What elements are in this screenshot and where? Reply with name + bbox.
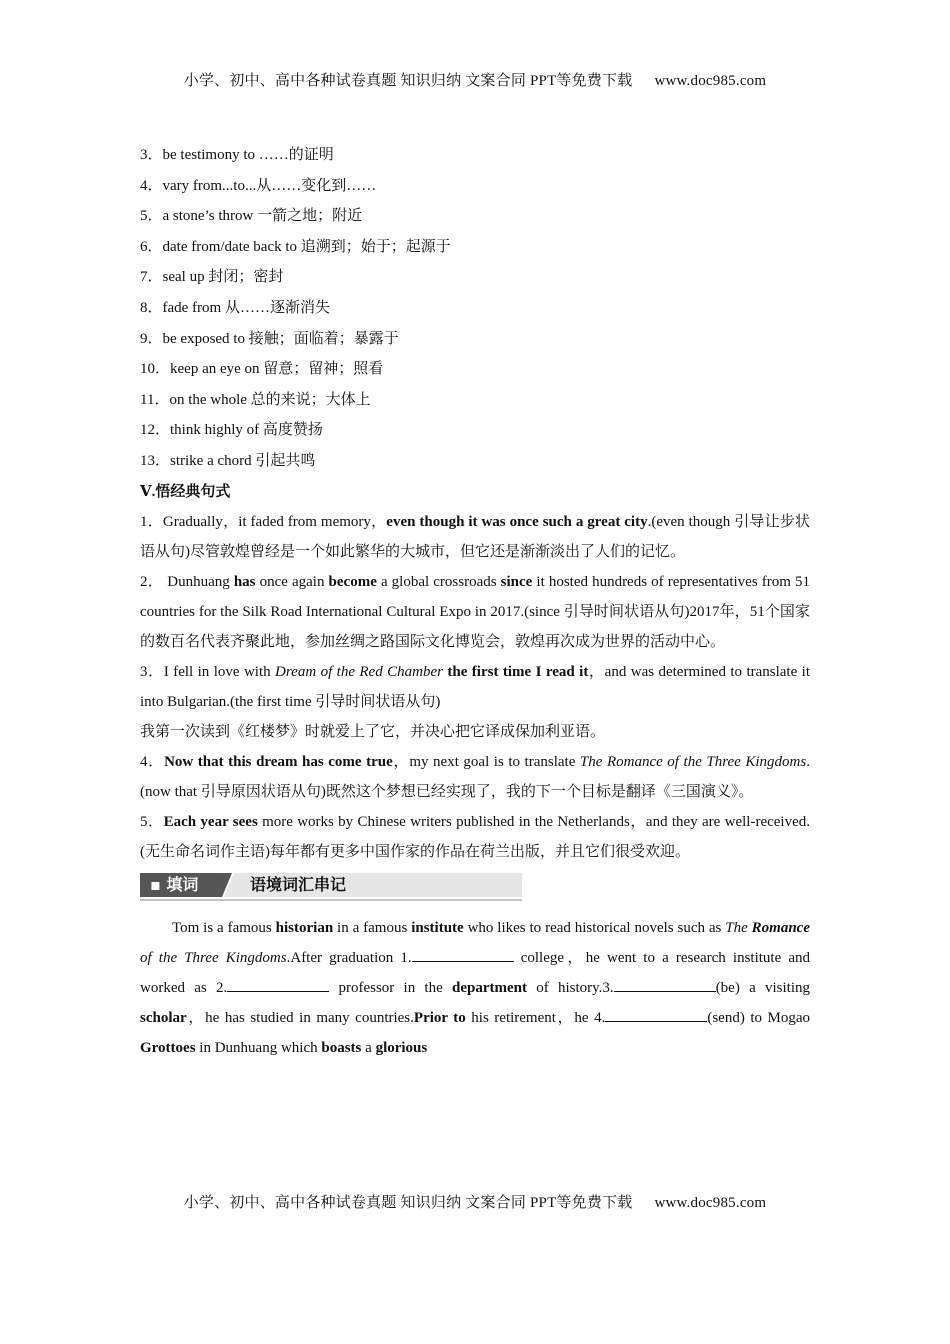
vocab-word: Grottoes xyxy=(140,1039,196,1056)
vocab-word: historian xyxy=(275,919,334,936)
phrase-item: 6．date from/date back to 追溯到；始于；起源于 xyxy=(140,238,451,255)
story-text: ，he has studied in many countries. xyxy=(186,1009,414,1026)
answer-blank-3[interactable] xyxy=(614,977,716,992)
answer-blank-2[interactable] xyxy=(227,977,329,992)
phrase-item: 3．be testimony to ……的证明 xyxy=(140,147,334,163)
book-title: of the Three Kingdoms xyxy=(140,949,287,966)
phrase-item: 5．a stone’s throw 一箭之地；附近 xyxy=(140,208,363,225)
vocab-word: department xyxy=(452,979,527,996)
sentence-text: a global crossroads xyxy=(376,573,501,590)
footer-text: 小学、初中、高中各种试卷真题 知识归纳 文案合同 PPT等免费下载 xyxy=(183,1195,633,1211)
sentence-text: more works by Chinese writers published in the Netherlands，and they are well-received.(无生命名词作主语)每年都有更多中国作家的作品在荷兰出版，并且它们很受欢迎。 xyxy=(140,813,810,860)
phrase-item: 9．be exposed to 接触；面临着；暴露于 xyxy=(140,330,399,347)
answer-blank-1[interactable] xyxy=(412,947,514,962)
phrase-item: 7．seal up 封闭；密封 xyxy=(140,269,284,286)
sentence-key: Each year sees xyxy=(163,813,258,830)
phrase-item: 13．strike a chord 引起共鸣 xyxy=(140,452,316,469)
story-text: his retirement，he 4. xyxy=(465,1009,606,1026)
sentence-4 xyxy=(140,747,810,807)
sentence-text: it hosted hundreds of representatives from 51 countries for the Silk Road International Cultural Expo in 2017.(since 引导时间状语从句)2017年，51个国家的数百名代表齐聚此地，参加丝绸之路国际文化博览会，敦煌再次成为世界的活动中心。 xyxy=(140,573,810,650)
page-footer xyxy=(0,1191,950,1212)
document-body xyxy=(140,140,810,1063)
sentence-key: Now that this dream has come true xyxy=(164,753,393,770)
story-paragraph xyxy=(140,913,810,1063)
page-header xyxy=(0,69,950,90)
book-title: Dream of the Red Chamber xyxy=(275,663,443,680)
sentence-3 xyxy=(140,657,810,747)
phrase-item: 8．fade from 从……逐渐消失 xyxy=(140,299,330,316)
sentence-text: 3．I fell in love with xyxy=(140,663,276,680)
sentence-text: .(even though 引导让步状语从句)尽管敦煌曾经是一个如此繁华的大城市，但它还是渐渐淡出了人们的记忆。 xyxy=(140,513,810,560)
sentence-text: once again xyxy=(255,573,329,590)
phrase-item: 4．vary from...to...从……变化到…… xyxy=(140,177,377,194)
header-text: 小学、初中、高中各种试卷真题 知识归纳 文案合同 PPT等免费下载 xyxy=(183,73,633,89)
sentence-5 xyxy=(140,807,810,867)
book-title: The xyxy=(725,919,752,936)
answer-blank-4[interactable] xyxy=(605,1007,707,1022)
sentence-key: even though it was once such a great city xyxy=(386,513,648,530)
story-text: of history.3. xyxy=(527,979,614,996)
sentence-text: 5． xyxy=(140,813,164,830)
story-text: (send) to Mogao xyxy=(707,1009,810,1026)
section-title: Ⅴ.悟经典句式 xyxy=(140,483,231,500)
sentence-text: ，and was determined to translate it into Bulgarian.(the first time 引导时间状语从句) xyxy=(140,663,810,710)
phrase-item: 11．on the whole 总的来说；大体上 xyxy=(140,391,371,408)
sentence-text: ，my next goal is to translate xyxy=(392,753,580,770)
sentence-key: since xyxy=(500,573,533,590)
vocab-word: Romance xyxy=(751,919,811,936)
sentence-key: has xyxy=(233,573,256,590)
story-text: professor in the xyxy=(329,979,452,996)
phrase-list xyxy=(140,140,810,477)
story-text: in a famous xyxy=(333,919,412,936)
sentence-key: become xyxy=(328,573,377,590)
vocab-word: glorious xyxy=(375,1039,428,1056)
banner-label-title: 语境词汇串记 xyxy=(250,874,347,894)
story-text: Tom is a famous xyxy=(172,919,276,936)
story-text: who likes to read historical novels such as xyxy=(463,919,726,936)
sentence-text: .(now that 引导原因状语从句)既然这个梦想已经实现了，我的下一个目标是翻译《三国演义》。 xyxy=(140,753,810,800)
story-text: (be) a visiting xyxy=(715,979,810,996)
sentence-text: 2． Dunhuang xyxy=(140,573,234,590)
section-banner xyxy=(140,871,810,911)
story-text: a xyxy=(361,1039,376,1056)
story-text: .After graduation 1. xyxy=(286,949,412,966)
vocab-word: institute xyxy=(411,919,464,936)
vocab-word: boasts xyxy=(321,1039,362,1056)
sentence-2 xyxy=(140,567,810,657)
sentence-1 xyxy=(140,507,810,567)
footer-url[interactable]: www.doc985.com xyxy=(654,1195,767,1211)
story-text: college，he went to a research institute and worked as 2. xyxy=(140,949,810,996)
sentence-text: 4． xyxy=(140,753,165,770)
banner-label-fill: ▪ 填词 xyxy=(150,874,199,894)
sentence-translation: 我第一次读到《红楼梦》时就爱上了它，并决心把它译成保加利亚语。 xyxy=(140,723,606,740)
phrase-item: 10．keep an eye on 留意；留神；照看 xyxy=(140,361,384,378)
vocab-word: scholar xyxy=(140,1009,187,1026)
story-text: in Dunhuang which xyxy=(195,1039,322,1056)
sentence-text: 1．Gradually，it faded from memory， xyxy=(140,513,387,530)
header-url[interactable]: www.doc985.com xyxy=(654,73,767,89)
vocab-word: Prior to xyxy=(413,1009,466,1026)
phrase-item: 12．think highly of 高度赞扬 xyxy=(140,422,323,439)
sentence-key: the first time I read it xyxy=(447,663,589,680)
book-title: The Romance of the Three Kingdoms xyxy=(579,753,807,770)
